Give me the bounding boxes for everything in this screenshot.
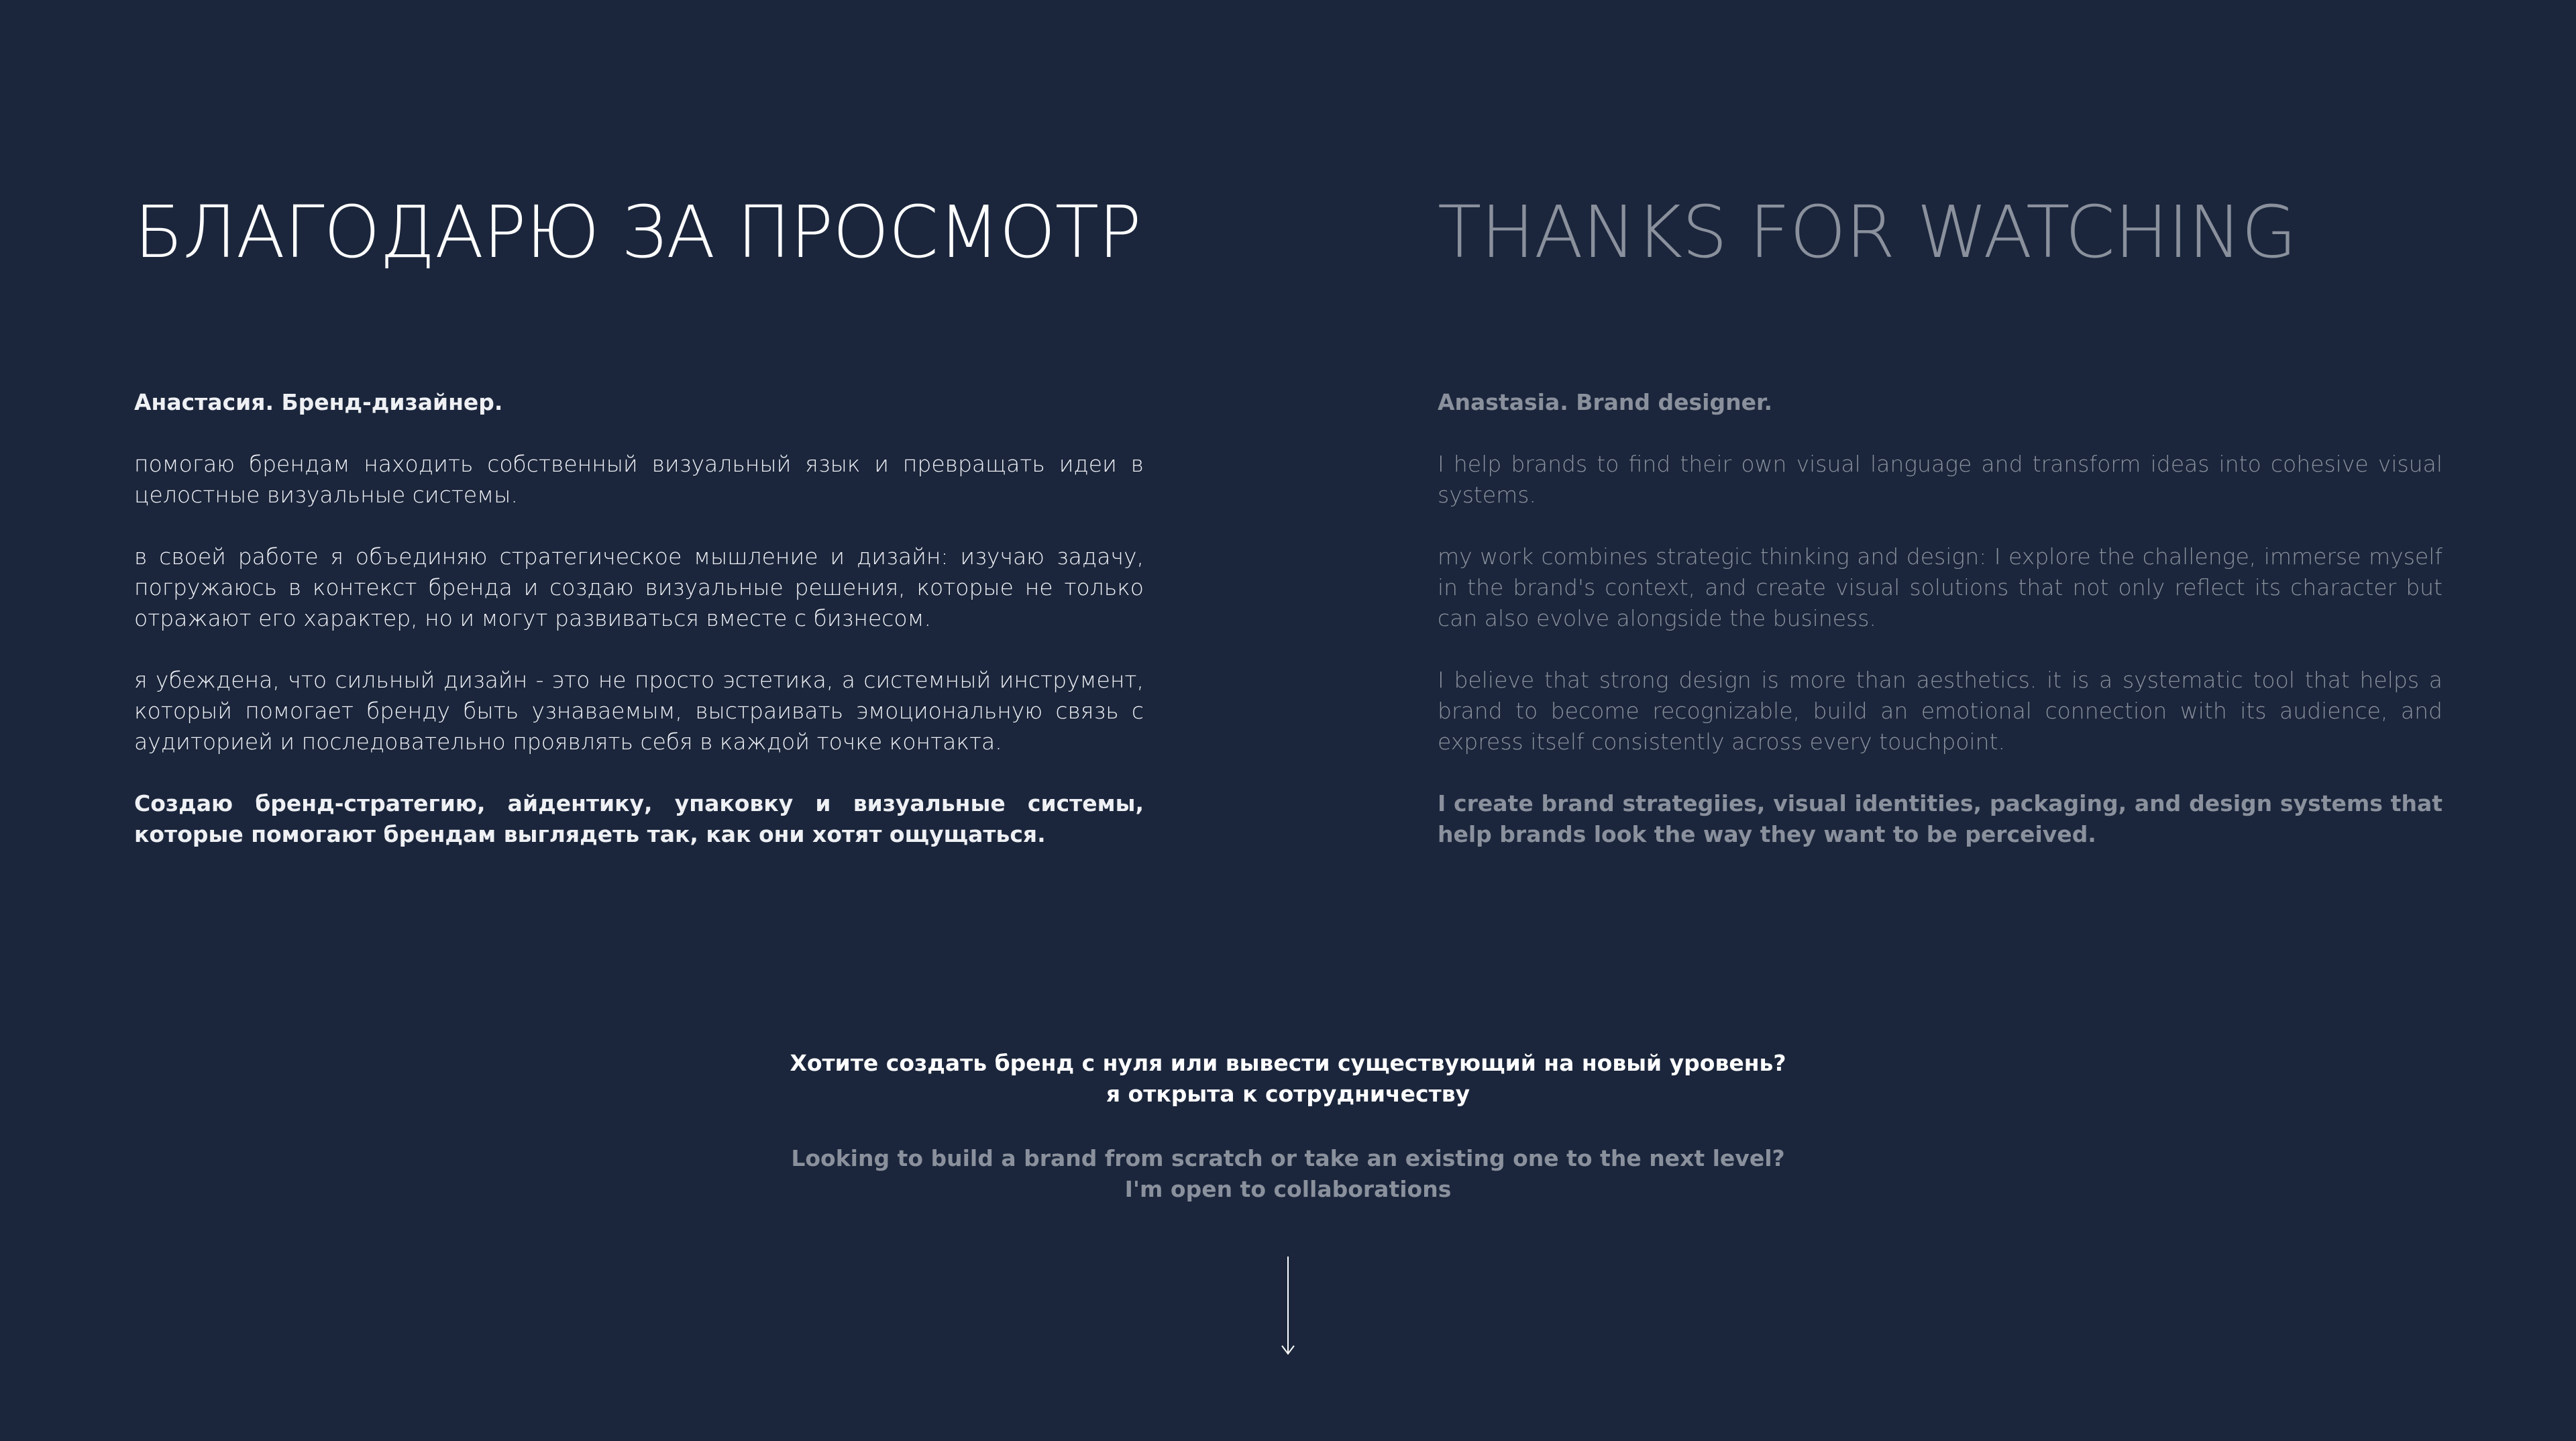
services-statement-ru: Создаю бренд-стратегию, айдентику, упаковку и визуальные системы, которые помогают брендам выглядеть так, как они хотят ощущаться. xyxy=(134,790,1144,847)
about-text-ru xyxy=(134,387,1144,881)
cta-offer-ru: я открыта к сотрудничеству xyxy=(1106,1081,1470,1107)
about-paragraph-1-en: I help brands to find their own visual language and transform ideas into cohesive visual systems. xyxy=(1438,451,2443,508)
call-to-action-en xyxy=(0,1143,2576,1205)
cta-offer-en: I'm open to collaborations xyxy=(1124,1176,1452,1202)
about-paragraph-1-ru: помогаю брендам находить собственный визуальный язык и превращать идеи в целостные визуальные системы. xyxy=(134,451,1144,508)
page-title-ru: БЛАГОДАРЮ ЗА ПРОСМОТР xyxy=(134,191,1141,274)
call-to-action-ru xyxy=(0,1048,2576,1110)
about-paragraph-2-en: my work combines strategic thinking and design: I explore the challenge, immerse myself in the brand's context, and create visual solutions that not only reflect its character but can also evolve alongside the business. xyxy=(1438,543,2443,631)
page-title-en: THANKS FOR WATCHING xyxy=(1438,191,2296,274)
about-paragraph-2-ru: в своей работе я объединяю стратегическое мышление и дизайн: изучаю задачу, погружаюсь в контекст бренда и создаю визуальные решения, которые не только отражают его характер, но и могут развиваться вместе с бизнесом. xyxy=(134,543,1144,631)
designer-name-en: Anastasia. Brand designer. xyxy=(1438,389,1773,415)
about-text-en xyxy=(1438,387,2443,881)
designer-name-ru: Анастасия. Бренд-дизайнер. xyxy=(134,389,503,415)
about-paragraph-3-ru: я убеждена, что сильный дизайн - это не просто эстетика, а системный инструмент, который помогает бренду быть узнаваемым, выстраивать эмоциональную связь с аудиторией и последовательно проявлять себя в каждой точке контакта. xyxy=(134,667,1144,755)
cta-question-ru: Хотите создать бренд с нуля или вывести существующий на новый уровень? xyxy=(790,1050,1786,1076)
about-paragraph-3-en: I believe that strong design is more than aesthetics. it is a systematic tool that helps a brand to become recognizable, build an emotional connection with its audience, and express itself consistently across every touchpoint. xyxy=(1438,667,2443,755)
cta-question-en: Looking to build a brand from scratch or take an existing one to the next level? xyxy=(791,1145,1785,1171)
services-statement-en: I create brand strategiies, visual identities, packaging, and design systems that help brands look the way they want to be perceived. xyxy=(1438,790,2443,847)
arrow-down-icon xyxy=(1278,1257,1298,1357)
